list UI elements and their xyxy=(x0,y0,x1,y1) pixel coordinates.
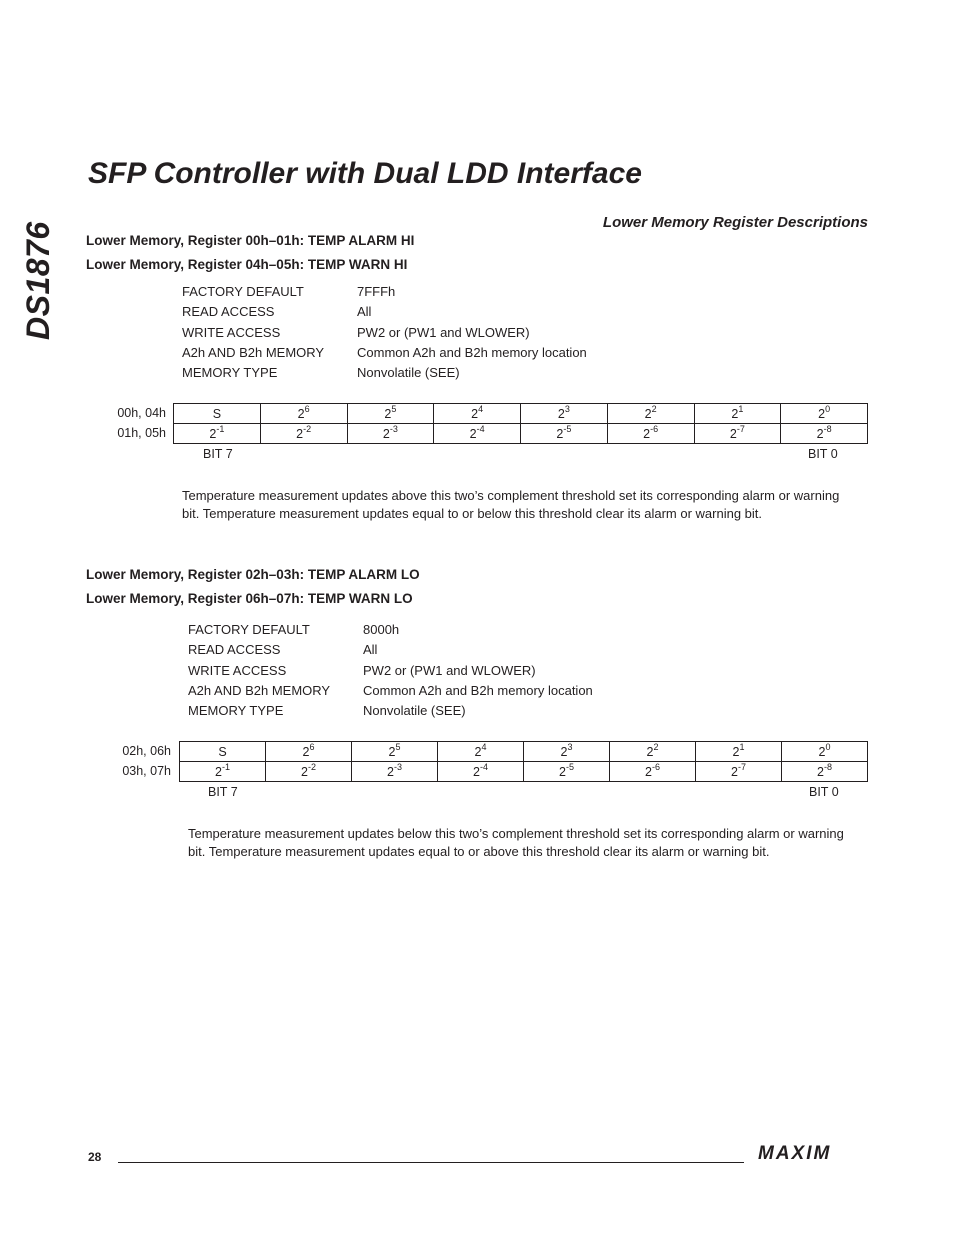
bit-cell: $2^{-8}$ xyxy=(782,762,868,782)
property-row xyxy=(182,363,587,383)
address-labels xyxy=(113,741,171,781)
page-number: 28 xyxy=(88,1150,102,1164)
bit-table xyxy=(179,741,868,782)
svg-text:MAXIM: MAXIM xyxy=(758,1144,832,1162)
property-label: MEMORY TYPE xyxy=(182,365,278,381)
bit-cell: $2^2$ xyxy=(607,404,694,424)
bit-cell: S xyxy=(180,742,266,762)
register-title: Lower Memory, Register 00h–01h: TEMP ALARM HI xyxy=(86,233,415,248)
bit-cell: $2^1$ xyxy=(694,404,781,424)
footer-rule xyxy=(118,1162,744,1163)
section-heading: Lower Memory Register Descriptions xyxy=(602,214,868,231)
property-value: Nonvolatile (SEE) xyxy=(363,703,466,719)
bit-cell: $2^{-5}$ xyxy=(524,762,610,782)
bit-cell: $2^{-3}$ xyxy=(352,762,438,782)
address-labels xyxy=(108,403,166,443)
property-row xyxy=(188,681,593,701)
property-row xyxy=(188,701,593,721)
bit-lsb-label: BIT 0 xyxy=(808,447,838,461)
register-title: Lower Memory, Register 02h–03h: TEMP ALARM LO xyxy=(86,567,420,582)
property-label: WRITE ACCESS xyxy=(182,324,281,340)
property-row xyxy=(188,661,593,681)
register-title: Lower Memory, Register 04h–05h: TEMP WARN HI xyxy=(86,257,408,272)
bit-cell: $2^{-3}$ xyxy=(347,424,434,444)
bit-cell: $2^{-1}$ xyxy=(180,762,266,782)
property-label: MEMORY TYPE xyxy=(188,703,284,719)
bit-row xyxy=(174,424,868,444)
property-label: FACTORY DEFAULT xyxy=(188,622,310,637)
property-value: Common A2h and B2h memory location xyxy=(363,682,593,698)
property-value: Nonvolatile (SEE) xyxy=(357,365,460,381)
property-value: Common A2h and B2h memory location xyxy=(357,344,587,360)
property-label: READ ACCESS xyxy=(182,304,275,320)
property-value: All xyxy=(363,642,378,658)
document-title: SFP Controller with Dual LDD Interface xyxy=(88,157,642,190)
maxim-logo-icon xyxy=(756,1144,868,1162)
property-row xyxy=(182,323,587,343)
bit-cell: $2^{-1}$ xyxy=(174,424,261,444)
bit-msb-label: BIT 7 xyxy=(208,785,238,799)
register-title: Lower Memory, Register 06h–07h: TEMP WARN LO xyxy=(86,591,413,606)
address-label: 02h, 06h xyxy=(122,744,171,758)
bit-cell: $2^6$ xyxy=(260,404,347,424)
bit-cell: $2^{-2}$ xyxy=(260,424,347,444)
bit-cell: $2^1$ xyxy=(696,742,782,762)
register-properties xyxy=(182,282,587,383)
bit-cell: $2^{-8}$ xyxy=(781,424,868,444)
address-label: 03h, 07h xyxy=(122,764,171,778)
register-description: Temperature measurement updates below this two’s complement threshold set its corresponding alarm or warning bit. Temperature measurement updates equal to or above this threshold clear its alarm or warning bit. xyxy=(188,826,844,859)
bit-cell: $2^3$ xyxy=(524,742,610,762)
maxim-logo xyxy=(756,1144,868,1167)
bit-cell: $2^{-6}$ xyxy=(610,762,696,782)
property-label: A2h AND B2h MEMORY xyxy=(182,344,325,360)
bit-cell: $2^0$ xyxy=(781,404,868,424)
side-part-number: DS1876 xyxy=(20,221,56,340)
property-row xyxy=(188,640,593,660)
property-value: 8000h xyxy=(363,622,400,637)
bit-cell: $2^{-4}$ xyxy=(434,424,521,444)
property-value: PW2 or (PW1 and WLOWER) xyxy=(363,662,536,678)
address-label: 00h, 04h xyxy=(117,406,166,420)
bit-table xyxy=(173,403,868,444)
bit-cell: $2^{-7}$ xyxy=(694,424,781,444)
bit-cell: $2^2$ xyxy=(610,742,696,762)
property-label: WRITE ACCESS xyxy=(188,662,287,678)
register-description: Temperature measurement updates above this two’s complement threshold set its corresponding alarm or warning bit. Temperature measurement updates equal to or below this threshold clear its alarm or warning bit. xyxy=(182,488,840,521)
property-label: FACTORY DEFAULT xyxy=(182,284,304,299)
bit-cell: $2^3$ xyxy=(521,404,608,424)
bit-cell: $2^{-2}$ xyxy=(266,762,352,782)
bit-cell: $2^0$ xyxy=(782,742,868,762)
bit-cell: S xyxy=(174,404,261,424)
property-row xyxy=(182,282,587,302)
bit-cell: $2^5$ xyxy=(352,742,438,762)
bit-lsb-label: BIT 0 xyxy=(809,785,839,799)
bit-cell: $2^4$ xyxy=(438,742,524,762)
bit-msb-label: BIT 7 xyxy=(203,447,233,461)
property-label: A2h AND B2h MEMORY xyxy=(188,682,331,698)
bit-row xyxy=(180,762,868,782)
bit-row xyxy=(180,742,868,762)
bit-row xyxy=(174,404,868,424)
bit-cell: $2^{-7}$ xyxy=(696,762,782,782)
bit-cell: $2^4$ xyxy=(434,404,521,424)
property-row xyxy=(182,302,587,322)
bit-cell: $2^5$ xyxy=(347,404,434,424)
bit-cell: $2^{-6}$ xyxy=(607,424,694,444)
bit-cell: $2^{-4}$ xyxy=(438,762,524,782)
bit-cell: $2^{-5}$ xyxy=(521,424,608,444)
address-label: 01h, 05h xyxy=(117,426,166,440)
property-row xyxy=(182,343,587,363)
property-row xyxy=(188,620,593,640)
property-label: READ ACCESS xyxy=(188,642,281,658)
property-value: All xyxy=(357,304,372,320)
property-value: PW2 or (PW1 and WLOWER) xyxy=(357,324,530,340)
bit-cell: $2^6$ xyxy=(266,742,352,762)
register-properties xyxy=(188,620,593,721)
property-value: 7FFFh xyxy=(357,284,396,299)
